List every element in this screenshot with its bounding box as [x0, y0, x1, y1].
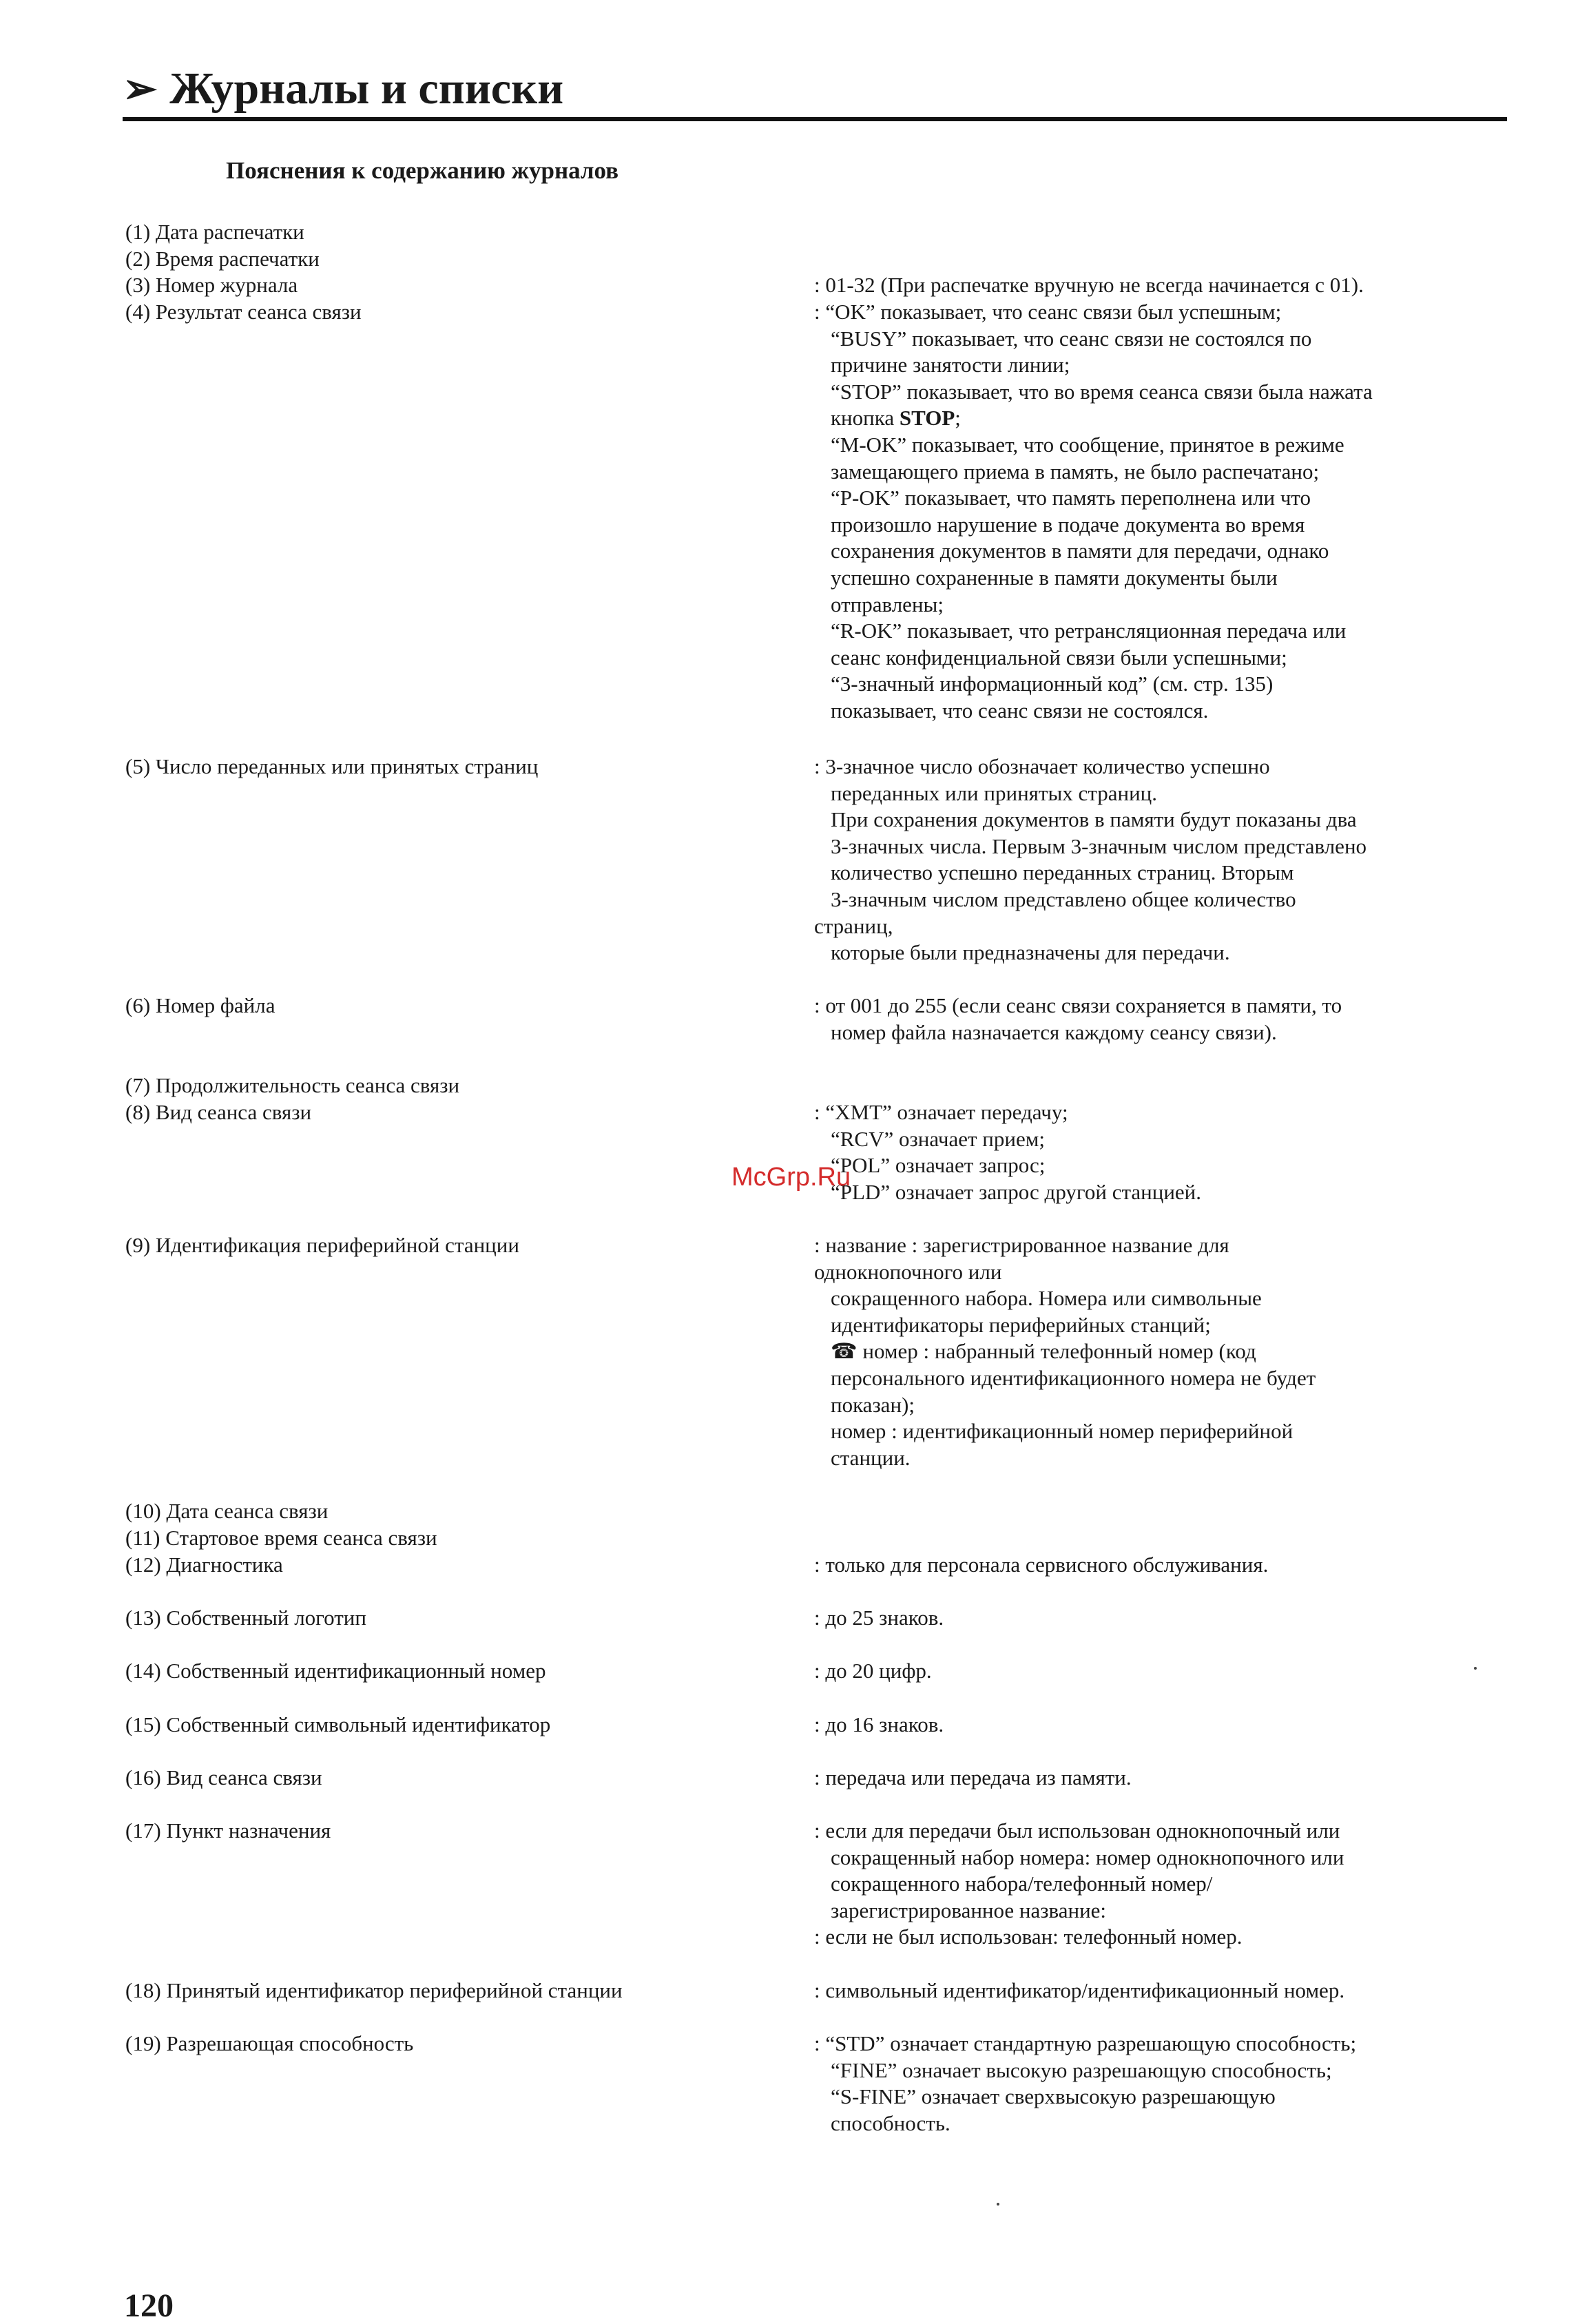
section-subtitle: Пояснения к содержанию журналов — [226, 157, 619, 184]
entry-label: (8) Вид сеанса связи — [125, 1100, 312, 1124]
entry-label: (4) Результат сеанса связи — [125, 300, 362, 324]
description-line: “M-OK” показывает, что сообщение, принятое в режиме — [831, 432, 1344, 457]
entry-description — [814, 1765, 1510, 1792]
entry-description — [814, 1605, 1510, 1632]
description-line: : только для персонала сервисного обслуживания. — [814, 1553, 1269, 1577]
entry-description — [814, 1978, 1510, 2004]
entry-label: (15) Собственный символьный идентификатор — [125, 1712, 551, 1736]
page-title: Журналы и списки — [169, 63, 564, 114]
description-line: 3-значным числом представлено общее количество — [831, 886, 1296, 911]
description-line: сеанс конфиденциальной связи были успешными; — [831, 645, 1287, 670]
description-line: “P-OK” показывает, что память переполнена или что — [831, 486, 1311, 510]
description-line: сокращенный набор номера: номер однокнопочного или — [831, 1845, 1344, 1869]
description-line: : “STD” означает стандартную разрешающую способность; — [814, 2031, 1357, 2055]
header-rule — [123, 117, 1507, 121]
description-line: “STOP” показывает, что во время сеанса связи была нажата — [831, 379, 1373, 404]
description-line: однокнопочного или — [814, 1259, 1002, 1284]
description-line: показывает, что сеанс связи не состоялся. — [831, 698, 1209, 723]
description-line: успешно сохраненные в памяти документы были — [831, 565, 1278, 590]
arrow-icon: ➢ — [123, 66, 158, 112]
entry-description — [814, 1818, 1510, 1951]
description-line: страниц, — [814, 913, 893, 938]
description-line: сокращенного набора. Номера или символьные — [831, 1286, 1262, 1311]
description-line: сокращенного набора/телефонный номер/ — [831, 1871, 1213, 1896]
description-line: : 01-32 (При распечатке вручную не всегда начинается с 01). — [814, 273, 1364, 297]
description-line: : до 25 знаков. — [814, 1606, 944, 1630]
description-line: идентификаторы периферийных станций; — [831, 1312, 1211, 1337]
entry-description — [814, 754, 1510, 966]
entry-label: (6) Номер файла — [125, 993, 276, 1017]
entry-description — [814, 1232, 1510, 1471]
entry-label: (10) Дата сеанса связи — [125, 1499, 329, 1523]
description-line: : “XMT” означает передачу; — [814, 1100, 1068, 1124]
page-number: 120 — [124, 2287, 174, 2324]
description-line: номер файла назначается каждому сеансу связи). — [831, 1019, 1277, 1044]
description-line: переданных или принятых страниц. — [831, 780, 1158, 805]
entry-label: (19) Разрешающая способность — [125, 2031, 414, 2055]
entry-description — [814, 299, 1510, 725]
description-line: : до 16 знаков. — [814, 1712, 944, 1736]
description-line: : 3-значное число обозначает количество успешно — [814, 754, 1270, 778]
description-line: : от 001 до 255 (если сеанс связи сохраняется в памяти, то — [814, 993, 1342, 1017]
description-line: : название : зарегистрированное название для — [814, 1233, 1229, 1257]
description-line: способность. — [831, 2110, 950, 2135]
entry-label: (14) Собственный идентификационный номер — [125, 1659, 546, 1683]
scan-speck — [997, 2203, 999, 2206]
description-line: “POL” означает запрос; — [831, 1153, 1046, 1178]
watermark: McGrp.Ru — [731, 1163, 851, 1192]
entry-label: (16) Вид сеанса связи — [125, 1765, 322, 1789]
scan-speck — [1474, 1667, 1477, 1670]
entry-label: (1) Дата распечатки — [125, 220, 304, 244]
entry-label: (7) Продолжительность сеанса связи — [125, 1073, 460, 1097]
description-line: количество успешно переданных страниц. Вторым — [831, 860, 1294, 885]
entry-description — [814, 1552, 1510, 1579]
description-line: номер : идентификационный номер периферийной — [831, 1419, 1293, 1444]
description-line: При сохранения документов в памяти будут показаны два — [831, 807, 1357, 832]
description-line: отправлены; — [831, 592, 944, 616]
entry-label: (13) Собственный логотип — [125, 1606, 366, 1630]
entry-description — [814, 1099, 1510, 1205]
entry-description — [814, 2031, 1510, 2137]
description-line: станции. — [831, 1445, 911, 1470]
description-line: : “OK” показывает, что сеанс связи был успешным; — [814, 300, 1282, 324]
page-header — [123, 63, 1507, 114]
description-line: : до 20 цифр. — [814, 1659, 932, 1683]
entry-label: (3) Номер журнала — [125, 273, 298, 297]
entry-description — [814, 1658, 1510, 1685]
description-line: которые были предназначены для передачи. — [831, 940, 1230, 965]
entry-description — [814, 993, 1510, 1046]
description-line: “RCV” означает прием; — [831, 1126, 1045, 1151]
description-line: “FINE” означает высокую разрешающую способность; — [831, 2057, 1332, 2082]
description-line: ☎ номер : набранный телефонный номер (код — [831, 1339, 1256, 1364]
description-line: : если для передачи был использован однокнопочный или — [814, 1818, 1340, 1843]
entry-label: (5) Число переданных или принятых страниц — [125, 754, 539, 778]
description-line: сохранения документов в памяти для передачи, однако — [831, 539, 1329, 563]
entry-label: (11) Стартовое время сеанса связи — [125, 1526, 437, 1550]
description-line: “BUSY” показывает, что сеанс связи не состоялся по — [831, 326, 1312, 351]
description-line: : если не был использован: телефонный номер. — [814, 1924, 1243, 1949]
stop-key-name: STOP — [899, 406, 955, 430]
entry-label: (18) Принятый идентификатор периферийной станции — [125, 1978, 623, 2002]
description-line: “S-FINE” означает сверхвысокую разрешающую — [831, 2084, 1276, 2109]
description-line: “PLD” означает запрос другой станцией. — [831, 1179, 1202, 1204]
description-line: кнопка STOP; — [831, 406, 961, 430]
description-line: : символьный идентификатор/идентификационный номер. — [814, 1978, 1345, 2002]
description-line: показан); — [831, 1392, 915, 1417]
description-line: причине занятости линии; — [831, 353, 1070, 377]
description-line: “3-значный информационный код” (см. стр. 135) — [831, 672, 1274, 696]
entry-label: (12) Диагностика — [125, 1553, 283, 1577]
description-line: 3-значных числа. Первым 3-значным числом представлено — [831, 833, 1367, 858]
description-line: зарегистрированное название: — [831, 1898, 1107, 1922]
description-line: персонального идентификационного номера не будет — [831, 1365, 1316, 1390]
description-line: произошло нарушение в подаче документа во время — [831, 512, 1305, 537]
description-line: замещающего приема в память, не было распечатано; — [831, 459, 1320, 484]
entry-description — [814, 272, 1510, 299]
entry-description — [814, 1712, 1510, 1739]
entry-label: (9) Идентификация периферийной станции — [125, 1233, 519, 1257]
entry-label: (17) Пункт назначения — [125, 1818, 331, 1843]
description-line: “R-OK” показывает, что ретрансляционная передача или — [831, 619, 1347, 643]
description-line: : передача или передача из памяти. — [814, 1765, 1132, 1789]
entry-label: (2) Время распечатки — [125, 247, 320, 271]
